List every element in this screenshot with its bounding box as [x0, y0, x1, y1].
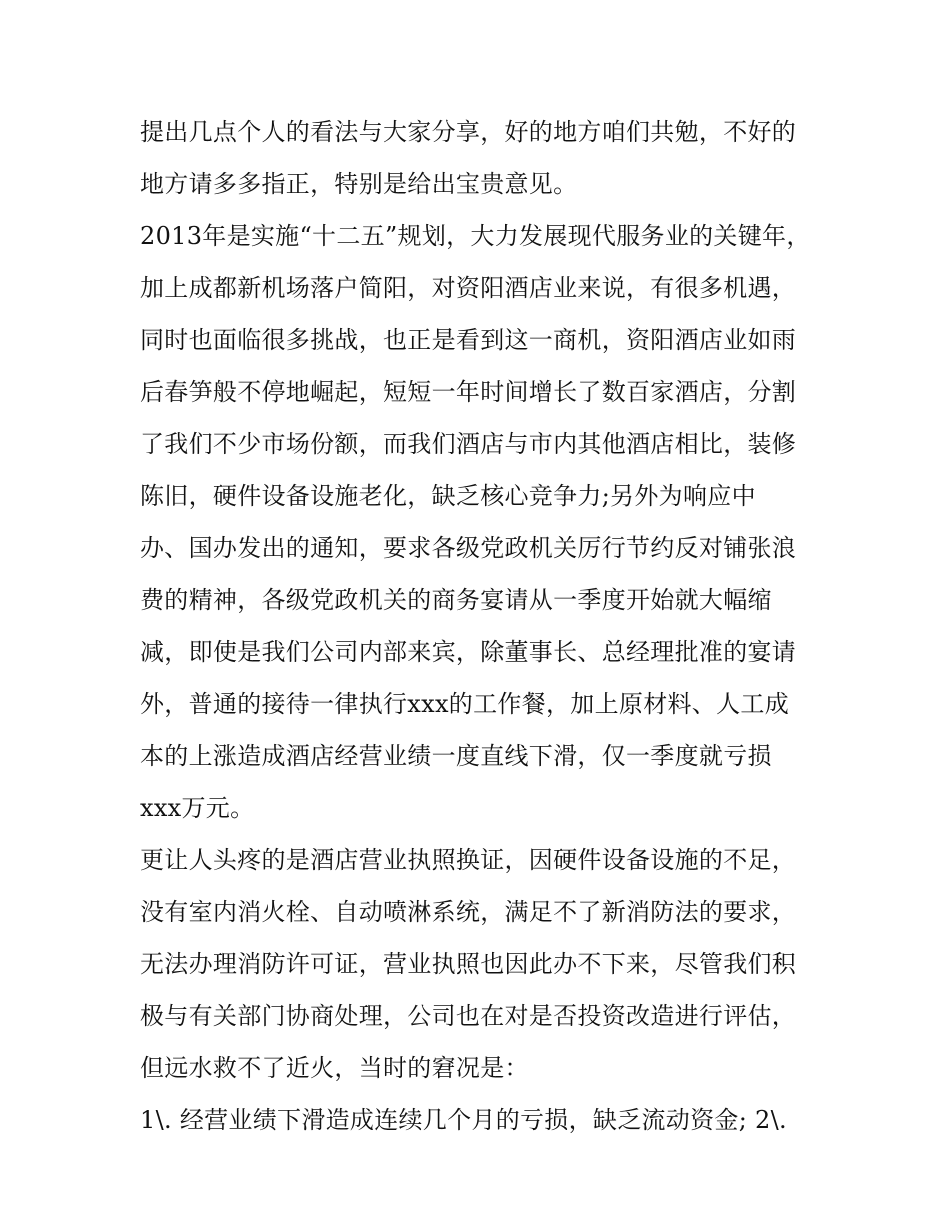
text-line-19: 但远水救不了近火，当时的窘况是：	[140, 1054, 529, 1082]
text-line-9: 办、国办发出的通知，要求各级党政机关厉行节约反对铺张浪	[140, 534, 797, 562]
text-line-15: 更让人头疼的是酒店营业执照换证，因硬件设备设施的不足，	[140, 846, 797, 874]
text-line-13: 本的上涨造成酒店经营业绩一度直线下滑，仅一季度就亏损	[140, 742, 772, 770]
document-body	[140, 106, 820, 1146]
text-line-18: 极与有关部门协商处理，公司也在对是否投资改造进行评估，	[140, 1002, 797, 1030]
text-line-2: 地方请多多指正，特别是给出宝贵意见。	[140, 170, 578, 198]
text-line-1: 提出几点个人的看法与大家分享，好的地方咱们共勉，不好的	[140, 118, 797, 146]
text-line-3: 2013年是实施“十二五”规划，大力发展现代服务业的关键年，	[140, 222, 811, 250]
text-line-6: 后春笋般不停地崛起，短短一年时间增长了数百家酒店，分割	[140, 378, 797, 406]
text-line-8: 陈旧，硬件设备设施老化，缺乏核心竞争力;另外为响应中	[140, 482, 756, 510]
text-line-17: 无法办理消防许可证，营业执照也因此办不下来，尽管我们积	[140, 950, 797, 978]
text-line-10: 费的精神，各级党政机关的商务宴请从一季度开始就大幅缩	[140, 586, 772, 614]
text-line-14: xxx万元。	[140, 794, 255, 822]
text-line-16: 没有室内消火栓、自动喷淋系统，满足不了新消防法的要求，	[140, 898, 797, 926]
text-line-12: 外，普通的接待一律执行xxx的工作餐，加上原材料、人工成	[140, 690, 790, 718]
text-line-4: 加上成都新机场落户简阳，对资阳酒店业来说，有很多机遇，	[140, 274, 797, 302]
text-line-5: 同时也面临很多挑战，也正是看到这一商机，资阳酒店业如雨	[140, 326, 797, 354]
text-line-7: 了我们不少市场份额，而我们酒店与市内其他酒店相比，装修	[140, 430, 797, 458]
text-line-11: 减，即使是我们公司内部来宾，除董事长、总经理批准的宴请	[140, 638, 797, 666]
text-line-20: 1\. 经营业绩下滑造成连续几个月的亏损，缺乏流动资金; 2\.	[140, 1106, 787, 1134]
